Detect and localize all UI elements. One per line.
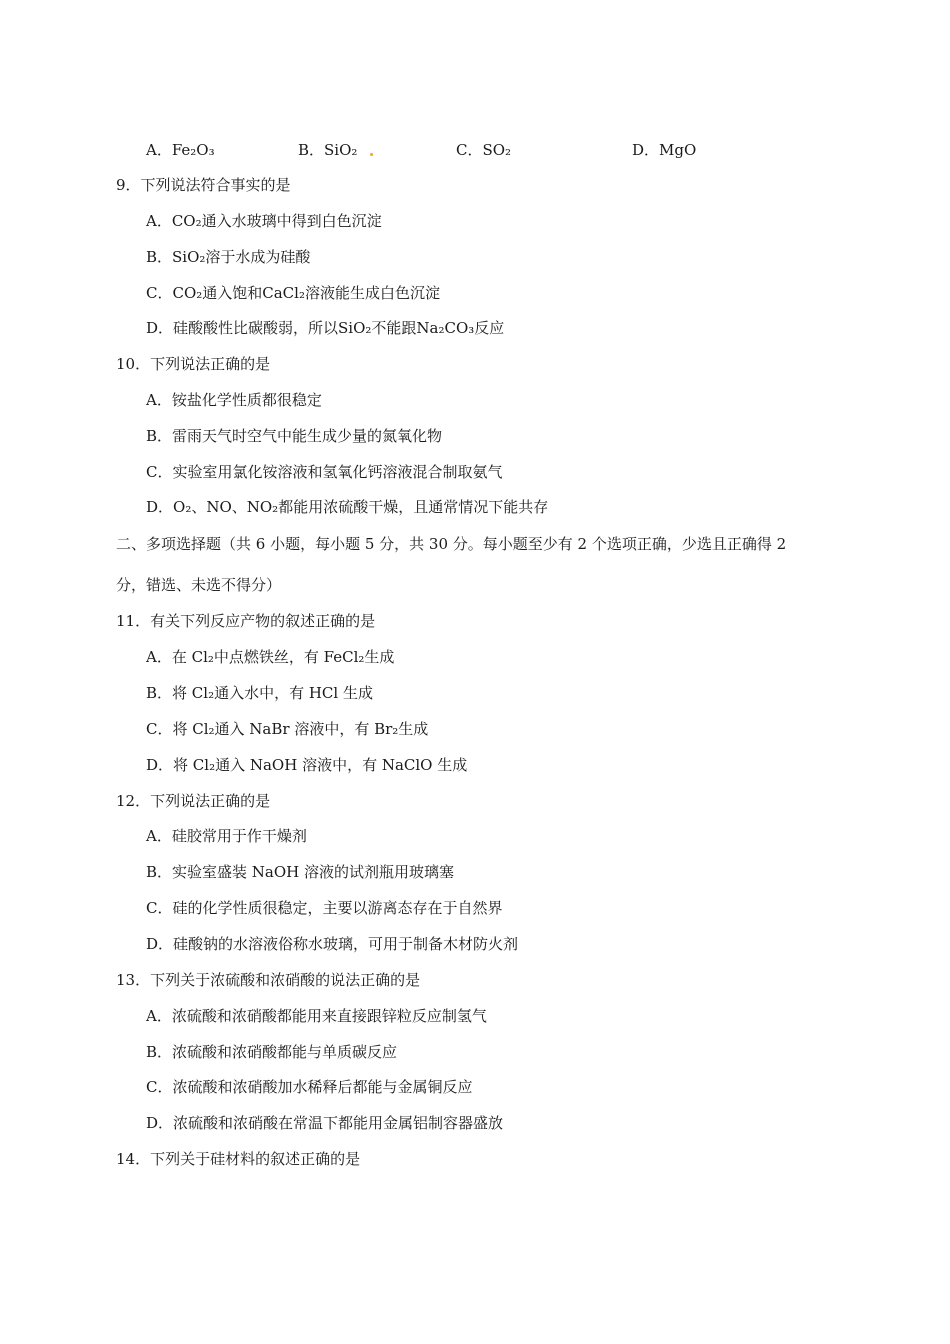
q10-option-d: D．O₂、NO、NO₂都能用浓硫酸干燥，且通常情况下能共存 bbox=[146, 498, 549, 516]
q11-option-d: D．将 Cl₂通入 NaOH 溶液中，有 NaClO 生成 bbox=[146, 756, 468, 774]
section2-heading-line2: 分，错选、未选不得分） bbox=[116, 576, 282, 594]
q13-stem: 13．下列关于浓硫酸和浓硝酸的说法正确的是 bbox=[116, 971, 421, 989]
q10-option-a: A．铵盐化学性质都很稳定 bbox=[146, 391, 322, 409]
q9-option-a: A．CO₂通入水玻璃中得到白色沉淀 bbox=[146, 212, 382, 230]
q11-stem: 11．有关下列反应产物的叙述正确的是 bbox=[116, 612, 376, 630]
q9-option-c: C．CO₂通入饱和CaCl₂溶液能生成白色沉淀 bbox=[146, 284, 440, 302]
section2-heading-line1: 二、多项选择题（共 6 小题，每小题 5 分，共 30 分。每小题至少有 2 个选项正确，少选且正确得 2 bbox=[116, 535, 787, 553]
q8-option-d: D．MgO bbox=[632, 141, 697, 159]
q13-option-d: D．浓硫酸和浓硝酸在常温下都能用金属铝制容器盛放 bbox=[146, 1114, 504, 1132]
q9-option-b: B．SiO₂溶于水成为硅酸 bbox=[146, 248, 311, 266]
q12-option-d: D．硅酸钠的水溶液俗称水玻璃，可用于制备木材防火剂 bbox=[146, 935, 519, 953]
q9-stem: 9．下列说法符合事实的是 bbox=[116, 176, 291, 194]
stray-dot-mark bbox=[370, 153, 373, 156]
q9-option-d: D．硅酸酸性比碳酸弱，所以SiO₂不能跟Na₂CO₃反应 bbox=[146, 319, 505, 337]
q10-option-b: B．雷雨天气时空气中能生成少量的氮氧化物 bbox=[146, 427, 443, 445]
q8-option-b: B．SiO₂ bbox=[298, 141, 358, 159]
q8-option-a: A．Fe₂O₃ bbox=[146, 141, 215, 159]
q14-stem: 14．下列关于硅材料的叙述正确的是 bbox=[116, 1150, 361, 1168]
q13-option-c: C．浓硫酸和浓硝酸加水稀释后都能与金属铜反应 bbox=[146, 1078, 473, 1096]
q13-option-a: A．浓硫酸和浓硝酸都能用来直接跟锌粒反应制氢气 bbox=[146, 1007, 487, 1025]
q10-stem: 10．下列说法正确的是 bbox=[116, 355, 271, 373]
q10-option-c: C．实验室用氯化铵溶液和氢氧化钙溶液混合制取氨气 bbox=[146, 463, 503, 481]
q11-option-c: C．将 Cl₂通入 NaBr 溶液中，有 Br₂生成 bbox=[146, 720, 429, 738]
q11-option-b: B．将 Cl₂通入水中，有 HCl 生成 bbox=[146, 684, 373, 702]
q8-options-row bbox=[146, 140, 846, 160]
q12-option-b: B．实验室盛装 NaOH 溶液的试剂瓶用玻璃塞 bbox=[146, 863, 455, 881]
q12-stem: 12．下列说法正确的是 bbox=[116, 792, 271, 810]
q11-option-a: A．在 Cl₂中点燃铁丝，有 FeCl₂生成 bbox=[146, 648, 395, 666]
q12-option-c: C．硅的化学性质很稳定，主要以游离态存在于自然界 bbox=[146, 899, 503, 917]
q8-option-c: C．SO₂ bbox=[456, 141, 512, 159]
q13-option-b: B．浓硫酸和浓硝酸都能与单质碳反应 bbox=[146, 1043, 398, 1061]
q12-option-a: A．硅胶常用于作干燥剂 bbox=[146, 827, 307, 845]
